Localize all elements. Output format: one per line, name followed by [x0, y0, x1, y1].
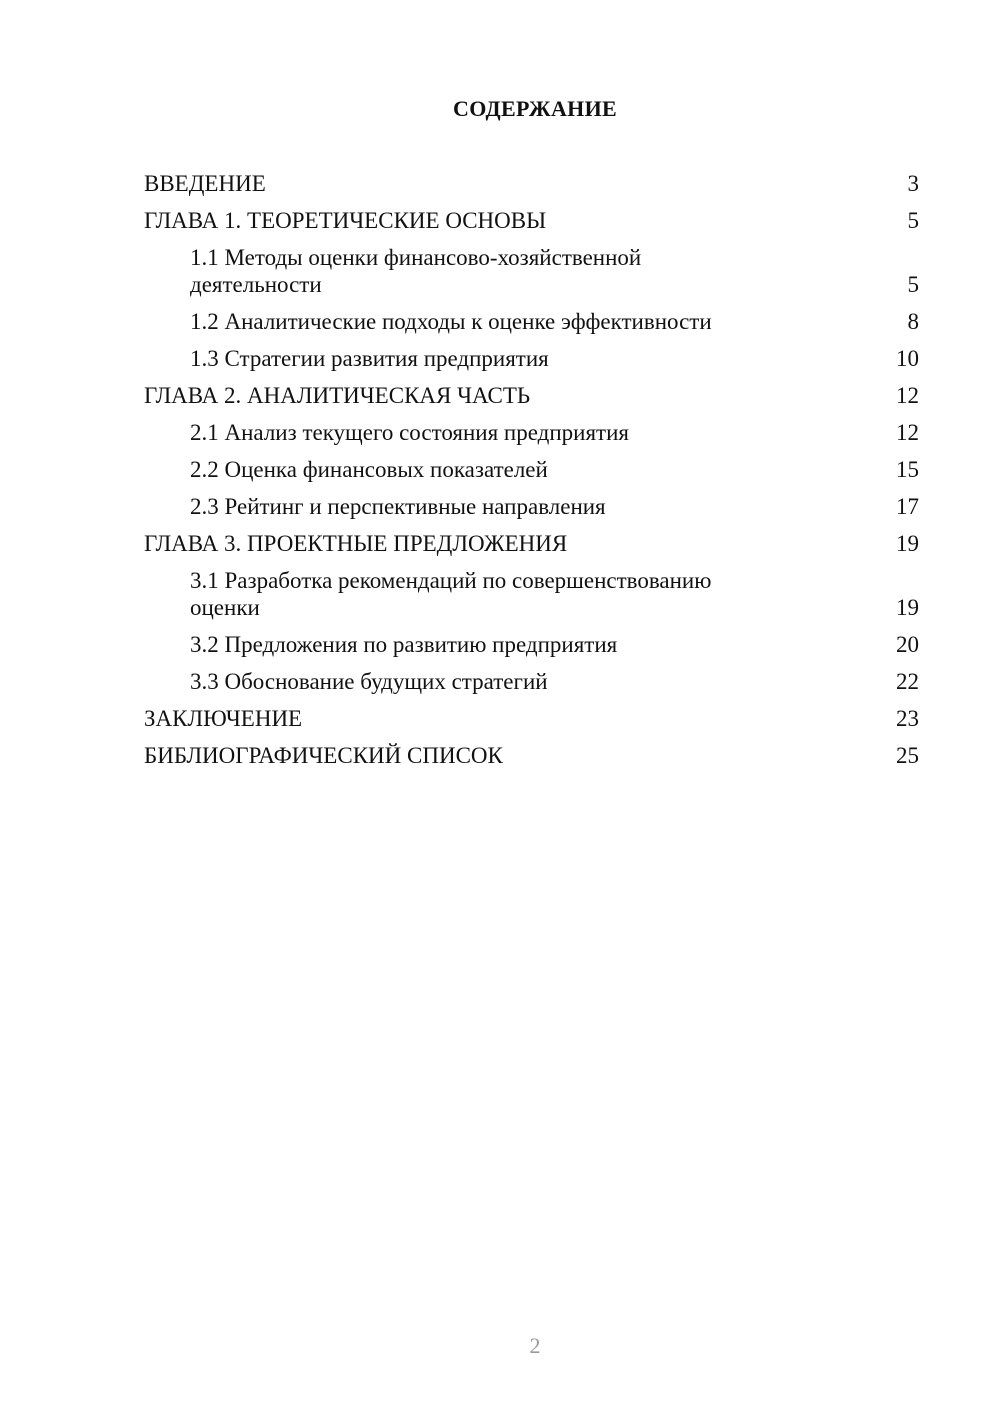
toc-entry-page: 25	[896, 743, 919, 768]
toc-entry-title: ЗАКЛЮЧЕНИЕ	[144, 706, 303, 731]
toc-subentry-page: 17	[896, 494, 919, 519]
toc-entry-title: ГЛАВА 3. ПРОЕКТНЫЕ ПРЕДЛОЖЕНИЯ	[144, 531, 568, 556]
toc-subentry	[144, 419, 919, 446]
toc-subentry-title: 3.1 Разработка рекомендаций по совершенствованию оценки	[190, 568, 712, 620]
toc-entry	[144, 207, 919, 234]
toc-entry-title: ГЛАВА 2. АНАЛИТИЧЕСКАЯ ЧАСТЬ	[144, 383, 531, 408]
toc-subentry-page: 19	[896, 595, 919, 620]
toc-entry-page: 5	[907, 208, 919, 233]
toc-entry	[144, 170, 919, 197]
toc-subentry	[144, 668, 919, 695]
table-of-contents	[144, 170, 919, 779]
toc-subentry-title: 2.3 Рейтинг и перспективные направления	[190, 494, 606, 519]
toc-entry-page: 19	[896, 531, 919, 556]
toc-entry	[144, 705, 919, 732]
toc-entry	[144, 382, 919, 409]
toc-subentry-title: 1.2 Аналитические подходы к оценке эффективности	[190, 309, 712, 334]
toc-entry	[144, 530, 919, 557]
toc-subentry	[144, 345, 919, 372]
toc-subentry-page: 10	[896, 346, 919, 371]
toc-entry-page: 23	[896, 706, 919, 731]
toc-subentry-page: 15	[896, 457, 919, 482]
toc-subentry	[144, 308, 919, 335]
toc-subentry-page: 22	[896, 669, 919, 694]
toc-entry-title: ГЛАВА 1. ТЕОРЕТИЧЕСКИЕ ОСНОВЫ	[144, 208, 547, 233]
toc-subentry	[144, 456, 919, 483]
toc-entry-page: 3	[907, 171, 919, 196]
toc-subentry-page: 8	[907, 309, 919, 334]
toc-subentry-page: 5	[907, 272, 919, 297]
toc-subentry	[144, 631, 919, 658]
toc-subentry	[144, 244, 919, 298]
toc-entry-title: БИБЛИОГРАФИЧЕСКИЙ СПИСОК	[144, 743, 503, 768]
toc-subentry-title: 3.3 Обоснование будущих стратегий	[190, 669, 548, 694]
toc-entry-title: ВВЕДЕНИЕ	[144, 171, 266, 196]
toc-subentry-title: 1.3 Стратегии развития предприятия	[190, 346, 549, 371]
toc-subentry-title: 1.1 Методы оценки финансово-хозяйственной деятельности	[190, 245, 642, 297]
toc-subentry-page: 12	[896, 420, 919, 445]
page-title: СОДЕРЖАНИЕ	[453, 96, 617, 121]
toc-entry	[144, 742, 919, 769]
toc-subentry	[144, 567, 919, 621]
toc-subentry-title: 2.1 Анализ текущего состояния предприятия	[190, 420, 629, 445]
toc-subentry-title: 3.2 Предложения по развитию предприятия	[190, 632, 618, 657]
toc-entry-page: 12	[896, 383, 919, 408]
toc-subentry-page: 20	[896, 632, 919, 657]
toc-subentry-title: 2.2 Оценка финансовых показателей	[190, 457, 548, 482]
page-number: 2	[529, 1333, 541, 1358]
toc-subentry	[144, 493, 919, 520]
